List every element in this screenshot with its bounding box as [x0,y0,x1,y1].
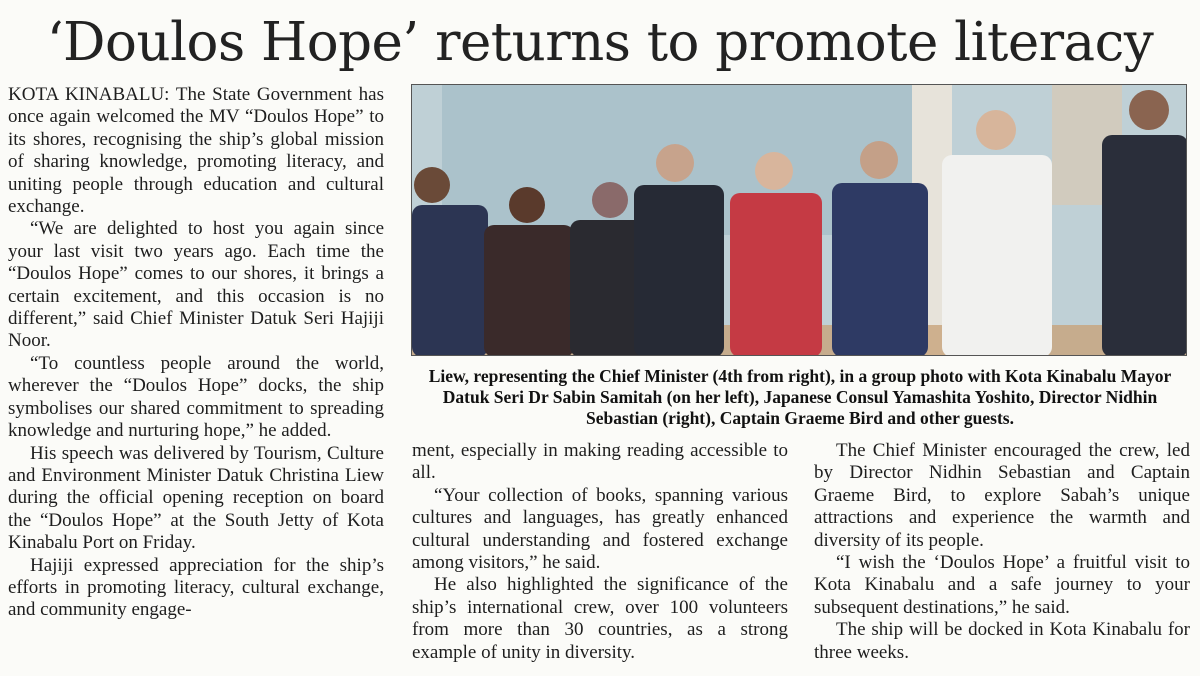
article-column-2 [412,440,788,664]
article-headline: ‘Doulos Hope’ returns to promote literacy [46,12,1154,73]
paragraph: “I wish the ‘Doulos Hope’ a fruitful visit to Kota Kinabalu and a safe journey to your subsequent destinations,” he said. [814,552,1190,618]
paragraph: His speech was delivered by Tourism, Culture and Environment Minister Datuk Christina Liew during the official opening reception on board the “Doulos Hope” at the South Jetty of Kota Kinabalu Port on Friday. [8,442,384,554]
paragraph: “To countless people around the world, wherever the “Doulos Hope” docks, the ship symbolises our shared commitment to spreading knowledge and nurturing hope,” he added. [8,352,384,442]
photo-caption: Liew, representing the Chief Minister (4th from right), in a group photo with Kota Kinabalu Mayor Datuk Seri Dr Sabin Samitah (on her left), Japanese Consul Yamashita Yoshito, Director Nidhin Sebastian (right), Captain Graeme Bird and other guests. [428,366,1172,428]
paragraph: Hajiji expressed appreciation for the ship’s efforts in promoting literacy, cultural exchange, and community engage- [8,554,384,621]
paragraph: KOTA KINABALU: The State Government has once again welcomed the MV “Doulos Hope” to its shores, recognising the ship’s global mission of sharing knowledge, promoting literacy, and uniting people through education and cultural exchange. [8,84,384,218]
paragraph: The Chief Minister encouraged the crew, led by Director Nidhin Sebastian and Captain Graeme Bird, to explore Sabah’s unique attractions and experience the warmth and diversity of its people. [814,440,1190,551]
paragraph: “Your collection of books, spanning various cultures and languages, has greatly enhanced cultural understanding and fostered exchange among visitors,” he said. [412,484,788,574]
paragraph: “We are delighted to host you again since your last visit two years ago. Each time the “Doulos Hope” comes to our shores, it brings a certain excitement, and this occasion is no different,” said Chief Minister Datuk Seri Hajiji Noor. [8,218,384,352]
paragraph: He also highlighted the significance of the ship’s international crew, over 100 volunteers from more than 30 countries, as a strong example of unity in diversity. [412,574,788,663]
paragraph: ment, especially in making reading accessible to all. [412,440,788,484]
paragraph: The ship will be docked in Kota Kinabalu for three weeks. [814,619,1190,663]
article-column-1 [8,84,384,622]
article-column-3 [814,440,1190,664]
group-photo-icon [412,85,1187,356]
group-photo [411,84,1187,356]
